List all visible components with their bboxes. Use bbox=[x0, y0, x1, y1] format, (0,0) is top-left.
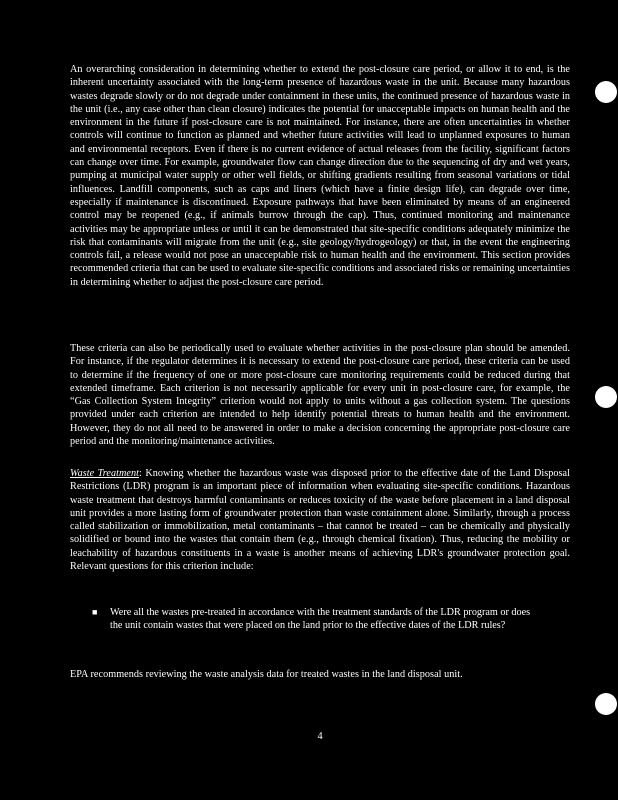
punch-hole-icon bbox=[595, 693, 617, 715]
bullet-square-icon: ■ bbox=[92, 607, 98, 617]
waste-treatment-heading: Waste Treatment bbox=[70, 468, 140, 479]
page-number: 4 bbox=[317, 731, 323, 742]
paragraph-waste-treatment bbox=[70, 467, 570, 573]
punch-hole-icon bbox=[595, 81, 617, 103]
punch-hole-icon bbox=[595, 386, 617, 408]
paragraph-overarching-consideration: An overarching consideration in determining whether to extend the post-closure care period, or allow it to end, is the inherent uncertainty associated with the long-term presence of hazardous waste in the unit. Because many hazardous wastes degrade slowly or do not degrade under containment in these units, the continued presence of hazardous waste in the unit (i.e., any case other than clean closure) indicates the potential for unacceptable impacts on human health and the environment in the future if post-closure care is not maintained. For instance, there are often uncertainties in whether controls will continue to function as planned and whether future activities will lead to unplanned exposures to human and environmental receptors. Even if there is no current evidence of actual releases from the facility, significant factors can change over time. For example, groundwater flow can change direction due to the sequencing of dry and wet years, pumping at municipal water supply or other well fields, or shifting gradients resulting from seasonal variations or tidal influences. Landfill components, such as caps and liners (which have a finite design life), can degrade over time, especially if maintenance is discontinued. Exposure pathways that have been eliminated by means of an engineered control may be reopened (e.g., if animals burrow through the cap). Thus, continued monitoring and maintenance activities may be appropriate unless or until it can be demonstrated that site-specific conditions adequately minimize the risk that contaminants will migrate from the unit (e.g., site geology/hydrogeology) or that, in the event the engineering controls fail, a release would not pose an unacceptable risk to human health and the environment. This section provides recommended criteria that can be used to evaluate site-specific conditions and associated risks or remaining uncertainties in determining whether to adjust the post-closure care period. bbox=[70, 64, 570, 288]
paragraph-criteria-usage: These criteria can also be periodically used to evaluate whether activities in the post-closure plan should be amended. For instance, if the regulator determines it is necessary to extend the post-closure care period, these criteria can be used to determine if the frequency of one or more post-closure care monitoring requirements could be reduced during that extended timeframe. Each criterion is not necessarily applicable for every unit in post-closure care, for example, the “Gas Collection System Integrity” criterion would not apply to units without a gas collection system. The questions provided under each criterion are intended to help identify potential threats to human health and the environment. However, they do not all need to be answered in order to make a decision concerning the appropriate post-closure care period and the monitoring/maintenance activities. bbox=[70, 343, 570, 448]
waste-treatment-body: : Knowing whether the hazardous waste was disposed prior to the effective date of the Land Disposal Restrictions (LDR) program is an important piece of information when evaluating site-specific conditions. Hazardous waste treatment that destroys harmful contaminants or reduces toxicity of the waste before placement in a land disposal unit provides a more lasting form of groundwater protection than waste containment alone. Similarly, through a process called stabilization or immobilization, metal contaminants – that cannot be treated – can be chemically and physically solidified or bound into the wastes that contain them (e.g., through chemical fixation). Thus, reducing the mobility or leachability of hazardous constituents in a waste is another means of achieving LDR's groundwater protection goal. Relevant questions for this criterion include: bbox=[70, 468, 570, 573]
question-list-item bbox=[92, 606, 532, 633]
paragraph-epa-recommendation: EPA recommends reviewing the waste analysis data for treated wastes in the land disposal unit. bbox=[70, 669, 463, 680]
ldr-question: Were all the wastes pre-treated in accordance with the treatment standards of the LDR program or does the unit contain wastes that were placed on the land prior to the effective dates of the LDR rules? bbox=[110, 607, 531, 632]
